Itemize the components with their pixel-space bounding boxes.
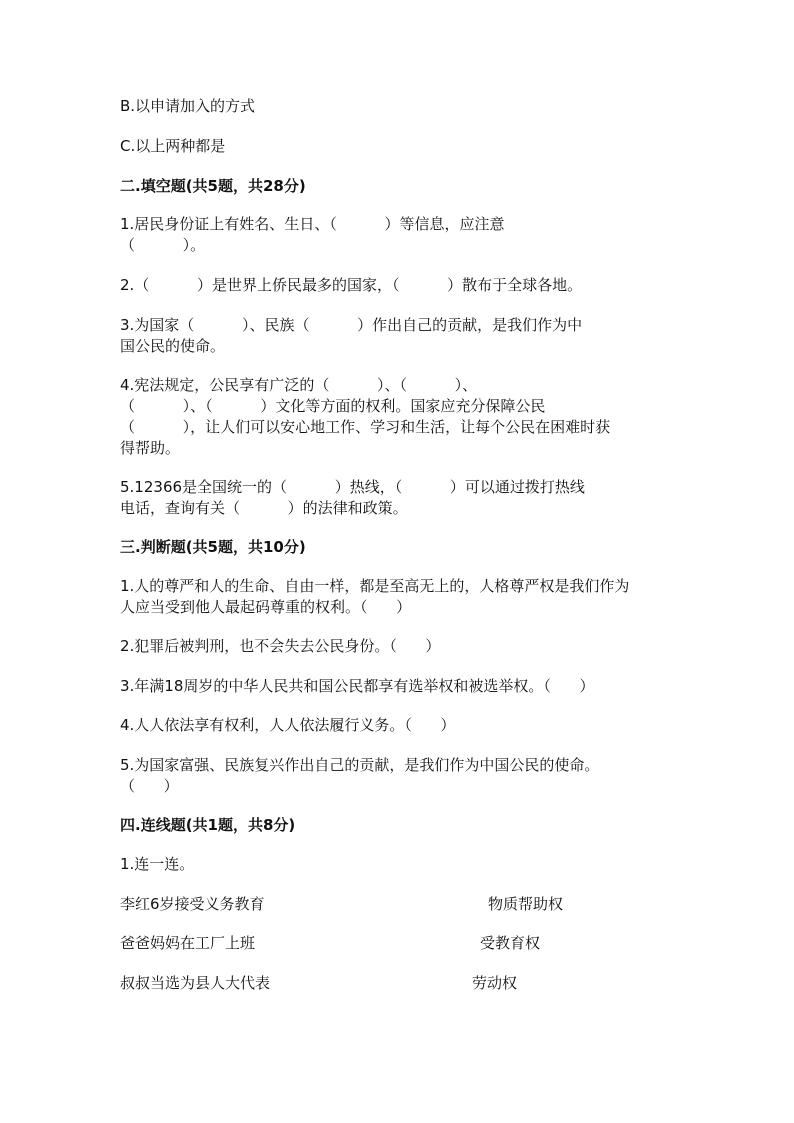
section-heading-true-false: 三.判断题(共5题，共10分): [120, 538, 306, 556]
true-false-q3-line1: 3.年满18周岁的中华人民共和国公民都享有选举权和被选举权。（ ）: [120, 677, 595, 695]
fill-blank-q1-line1: 1.居民身份证上有姓名、生日、（ ）等信息，应注意: [120, 215, 505, 233]
fill-blank-q5-line2: 电话，查询有关（ ）的法律和政策。: [120, 499, 408, 517]
fill-blank-q4-line3: （ ），让人们可以安心地工作、学习和生活，让每个公民在困难时获: [120, 418, 611, 436]
matching-left-item-3: 叔叔当选为县人大代表: [120, 974, 271, 992]
matching-left-item-2: 爸爸妈妈在工厂上班: [120, 934, 256, 952]
fill-blank-q3-line2: 国公民的使命。: [120, 337, 226, 355]
fill-blank-q3-line1: 3.为国家（ ）、民族（ ）作出自己的贡献，是我们作为中: [120, 316, 583, 334]
true-false-q5-line1: 5.为国家富强、民族复兴作出自己的贡献，是我们作为中国公民的使命。: [120, 756, 600, 774]
fill-blank-q2-line1: 2.（ ）是世界上侨民最多的国家，（ ）散布于全球各地。: [120, 276, 583, 294]
section-heading-fill-blank: 二.填空题(共5题，共28分): [120, 177, 306, 195]
true-false-q4-line1: 4.人人依法享有权利，人人依法履行义务。（ ）: [120, 716, 456, 734]
matching-q1-prompt: 1.连一连。: [120, 855, 195, 873]
matching-right-item-2: 受教育权: [480, 934, 541, 952]
fill-blank-q4-line4: 得帮助。: [120, 439, 181, 457]
true-false-q5-line2: （ ）: [120, 777, 179, 795]
matching-right-item-3: 劳动权: [472, 974, 518, 992]
true-false-q1-line1: 1.人的尊严和人的生命、自由一样，都是至高无上的，人格尊严权是我们作为: [120, 577, 630, 595]
fill-blank-q1-line2: （ ）。: [120, 236, 206, 254]
fill-blank-q5-line1: 5.12366是全国统一的（ ）热线，（ ）可以通过拨打热线: [120, 478, 585, 496]
option-c: C.以上两种都是: [120, 137, 226, 155]
section-heading-matching: 四.连线题(共1题，共8分): [120, 816, 296, 834]
fill-blank-q4-line2: （ ）、（ ）文化等方面的权利。国家应充分保障公民: [120, 397, 546, 415]
matching-right-item-1: 物质帮助权: [488, 895, 564, 913]
fill-blank-q4-line1: 4.宪法规定，公民享有广泛的（ ）、（ ）、: [120, 376, 478, 394]
option-b: B.以申请加入的方式: [120, 97, 256, 115]
matching-left-item-1: 李红6岁接受义务教育: [120, 895, 265, 913]
true-false-q2-line1: 2.犯罪后被判刑，也不会失去公民身份。（ ）: [120, 637, 441, 655]
true-false-q1-line2: 人应当受到他人最起码尊重的权利。（ ）: [120, 598, 412, 616]
